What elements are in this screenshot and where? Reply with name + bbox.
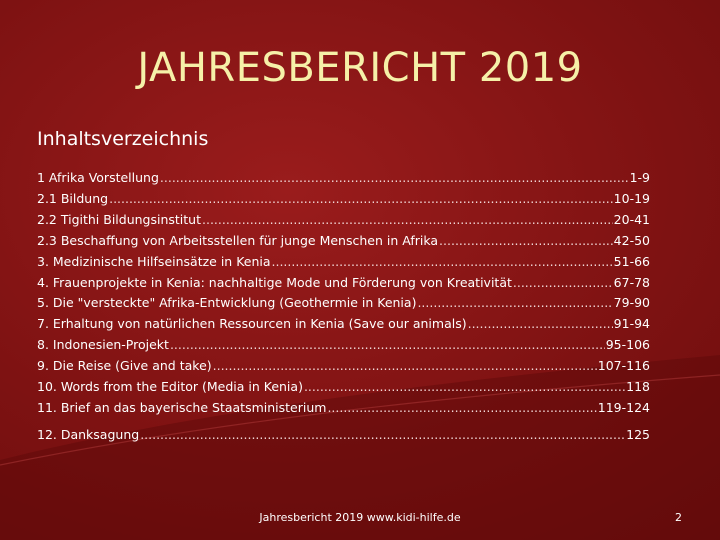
toc-leader-dots — [327, 398, 596, 419]
toc-entry — [37, 425, 650, 446]
toc-entry-pages: 51-66 — [613, 253, 650, 269]
toc-entry-pages: 79-90 — [613, 295, 650, 311]
page-number: 2 — [675, 511, 682, 524]
toc-entry — [37, 398, 650, 419]
toc-entry — [37, 356, 650, 377]
toc-leader-dots — [468, 314, 613, 335]
toc-entry — [37, 168, 650, 189]
toc-leader-dots — [170, 335, 605, 356]
toc-entry — [37, 335, 650, 356]
slide-footer: Jahresbericht 2019 www.kidi-hilfe.de — [259, 511, 461, 524]
toc-entry-pages: 119-124 — [597, 399, 650, 415]
toc-entry — [37, 252, 650, 273]
toc-entry-pages: 125 — [626, 426, 650, 442]
toc-entry — [37, 189, 650, 210]
toc-entry-pages: 91-94 — [613, 316, 650, 332]
toc-entry — [37, 293, 650, 314]
toc-entry-label: 7. Erhaltung von natürlichen Ressourcen in Kenia (Save our animals) — [37, 316, 467, 332]
toc-entry — [37, 314, 650, 335]
toc-heading: Inhaltsverzeichnis — [37, 128, 209, 150]
toc-entry-label: 9. Die Reise (Give and take) — [37, 358, 212, 374]
toc-leader-dots — [304, 377, 625, 398]
toc-entry-label: 11. Brief an das bayerische Staatsministerium — [37, 399, 327, 415]
toc-entry-label: 12. Danksagung — [37, 426, 140, 442]
toc-entry-label: 3. Medizinische Hilfseinsätze in Kenia — [37, 253, 271, 269]
toc-entry-label: 10. Words from the Editor (Media in Kenia) — [37, 379, 303, 395]
toc-leader-dots — [272, 252, 613, 273]
toc-entry-label: 5. Die "versteckte" Afrika-Entwicklung (Geothermie in Kenia) — [37, 295, 417, 311]
toc-leader-dots — [202, 210, 613, 231]
slide-title: JAHRESBERICHT 2019 — [137, 45, 583, 91]
toc-entry-label: 2.1 Bildung — [37, 190, 109, 206]
toc-entry-pages: 67-78 — [613, 274, 650, 290]
toc-leader-dots — [439, 231, 613, 252]
toc-leader-dots — [417, 293, 612, 314]
toc-entry — [37, 210, 650, 231]
toc-entry-pages: 118 — [626, 379, 650, 395]
toc-entry — [37, 273, 650, 294]
toc-entry — [37, 231, 650, 252]
toc-entry-pages: 10-19 — [613, 190, 650, 206]
toc-leader-dots — [513, 273, 613, 294]
toc-entry-pages: 95-106 — [605, 337, 650, 353]
toc-entry-label: 2.3 Beschaffung von Arbeitsstellen für junge Menschen in Afrika — [37, 232, 439, 248]
toc-entry-label: 1 Afrika Vorstellung — [37, 170, 159, 185]
toc-entry-label: 4. Frauenprojekte in Kenia: nachhaltige Mode und Förderung von Kreativität — [37, 274, 512, 290]
toc-entry-pages: 1-9 — [629, 170, 650, 185]
toc-entry — [37, 377, 650, 398]
toc-entry-label: 2.2 Tigithi Bildungsinstitut — [37, 211, 202, 227]
toc-leader-dots — [213, 356, 597, 377]
toc-entry-pages: 107-116 — [597, 358, 650, 374]
toc-entry-pages: 42-50 — [613, 232, 650, 248]
toc-entry-pages: 20-41 — [613, 211, 650, 227]
toc-leader-dots — [109, 189, 613, 210]
toc-leader-dots — [160, 168, 629, 189]
toc-entry-label: 8. Indonesien-Projekt — [37, 337, 169, 353]
table-of-contents — [37, 168, 650, 446]
toc-leader-dots — [140, 425, 625, 446]
